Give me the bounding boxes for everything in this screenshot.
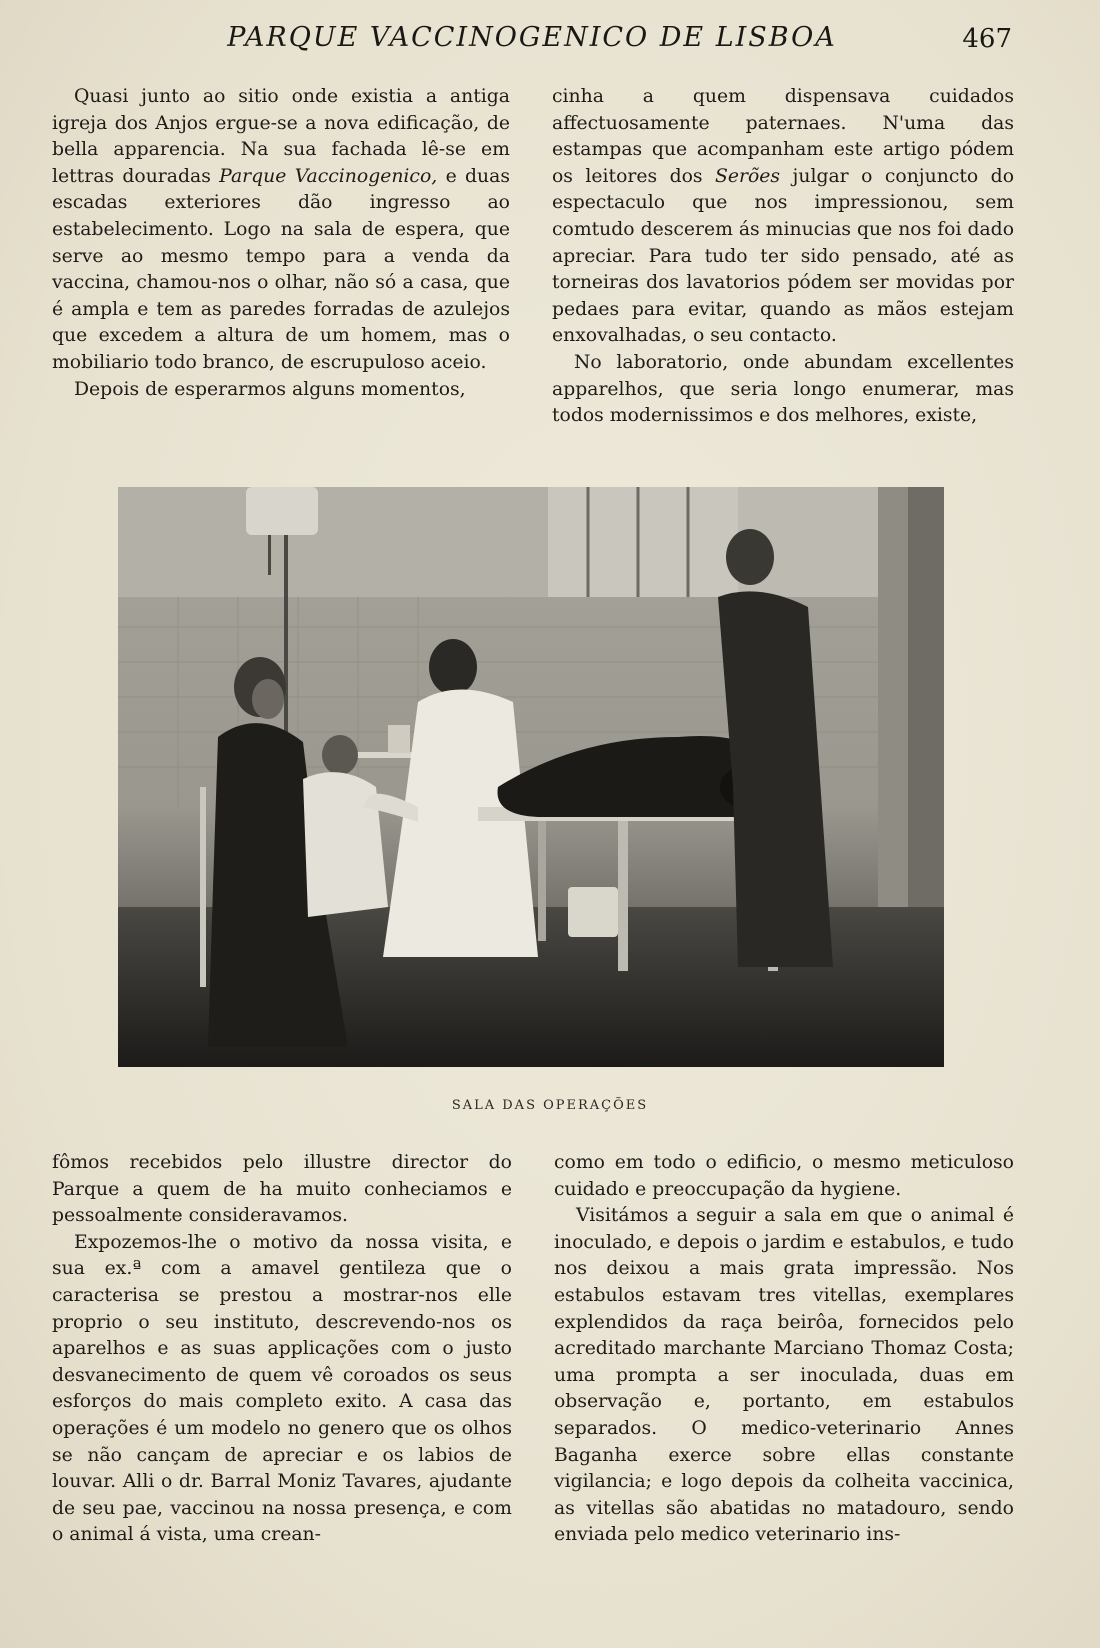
paragraph: Depois de esperarmos alguns momentos, bbox=[74, 378, 466, 400]
operations-room-photograph bbox=[118, 487, 944, 1067]
page-number: 467 bbox=[962, 24, 1012, 54]
column-bottom-right bbox=[554, 1150, 1014, 1549]
paragraph: Expozemos-lhe o motivo da nossa visita, e sua ex.ª com a amavel gentileza que o caracterisa se prestou a mostrar-nos elle proprio o seu instituto, descrevendo-nos os aparelhos e as suas applicações com o justo desvanecimento de quem vê coroados os seus esforços do mais completo exito. A casa das operações é um modelo no genero que os olhos se não cançam de apreciar e os labios de louvar. Alli o dr. Barral Moniz Tavares, ajudante de seu pae, vaccinou na nossa presença, e com o animal á vista, uma crean- bbox=[52, 1231, 512, 1546]
text-run: julgar o conjuncto do espectaculo que nos impressionou, sem comtudo descerem ás minucias que nos foi dado apreciar. Para tudo ter sido pensado, até as torneiras dos lavatorios pódem ser movidas por pedaes para evitar, quando as mãos estejam enxovalhadas, o seu contacto. bbox=[552, 165, 1015, 347]
paragraph: como em todo o edificio, o mesmo meticuloso cuidado e preoccupação da hygiene. bbox=[554, 1152, 1014, 1200]
paragraph: Visitámos a seguir a sala em que o animal é inoculado, e depois o jardim e estabulos, e tudo nos deixou a mais grata impressão. Nos estabulos estavam tres vitellas, exemplares explendidos da raça beirôa, fornecidos pelo acreditado marchante Marciano Thomaz Costa; uma prompta a ser inoculada, duas em observação e, portanto, em estabulos separados. O medico-veterinario Annes Baganha exerce sobre ellas constante vigilancia; e logo depois da colheita vaccinica, as vitellas são abatidas no matadouro, sendo enviada pelo medico veterinario ins- bbox=[554, 1205, 1014, 1546]
text-run: e duas escadas exteriores dão ingresso ao estabelecimento. Logo na sala de espera, que serve ao mesmo tempo para a venda da vaccina, chamou-nos o olhar, não só a casa, que é ampla e tem as paredes forradas de azulejos que excedem a altura de um homem, mas o mobiliario todo branco, de escrupuloso aceio. bbox=[52, 165, 510, 373]
paragraph: No laboratorio, onde abundam excellentes apparelhos, que seria longo enumerar, mas todos modernissimos e dos melhores, existe, bbox=[552, 351, 1014, 427]
paragraph bbox=[52, 84, 510, 377]
text-run: cinha a quem dispensava cuidados affectuosamente paternaes. N'uma das estampas que acompanham este artigo pódem os leitores dos bbox=[552, 86, 1014, 187]
photograph-illustration bbox=[118, 487, 944, 1067]
column-top-left bbox=[52, 84, 510, 403]
page-header bbox=[52, 22, 1012, 62]
paragraph bbox=[552, 84, 1014, 350]
column-bottom-left bbox=[52, 1150, 512, 1549]
italic-text: Serões bbox=[715, 165, 781, 187]
italic-text: Parque Vaccinogenico, bbox=[219, 165, 438, 187]
paragraph: fômos recebidos pelo illustre director do Parque a quem de ha muito conheciamos e pessoalmente consideravamos. bbox=[52, 1152, 512, 1227]
running-title: PARQUE VACCINOGENICO DE LISBOA bbox=[227, 22, 837, 53]
figure-caption: SALA DAS OPERAÇÕES bbox=[451, 1098, 649, 1113]
column-top-right bbox=[552, 84, 1014, 430]
text-run: Quasi junto ao sitio onde existia a antiga igreja dos Anjos ergue-se a nova edificação, de bella apparencia. Na sua fachada lê-se em lettras douradas bbox=[52, 86, 510, 187]
